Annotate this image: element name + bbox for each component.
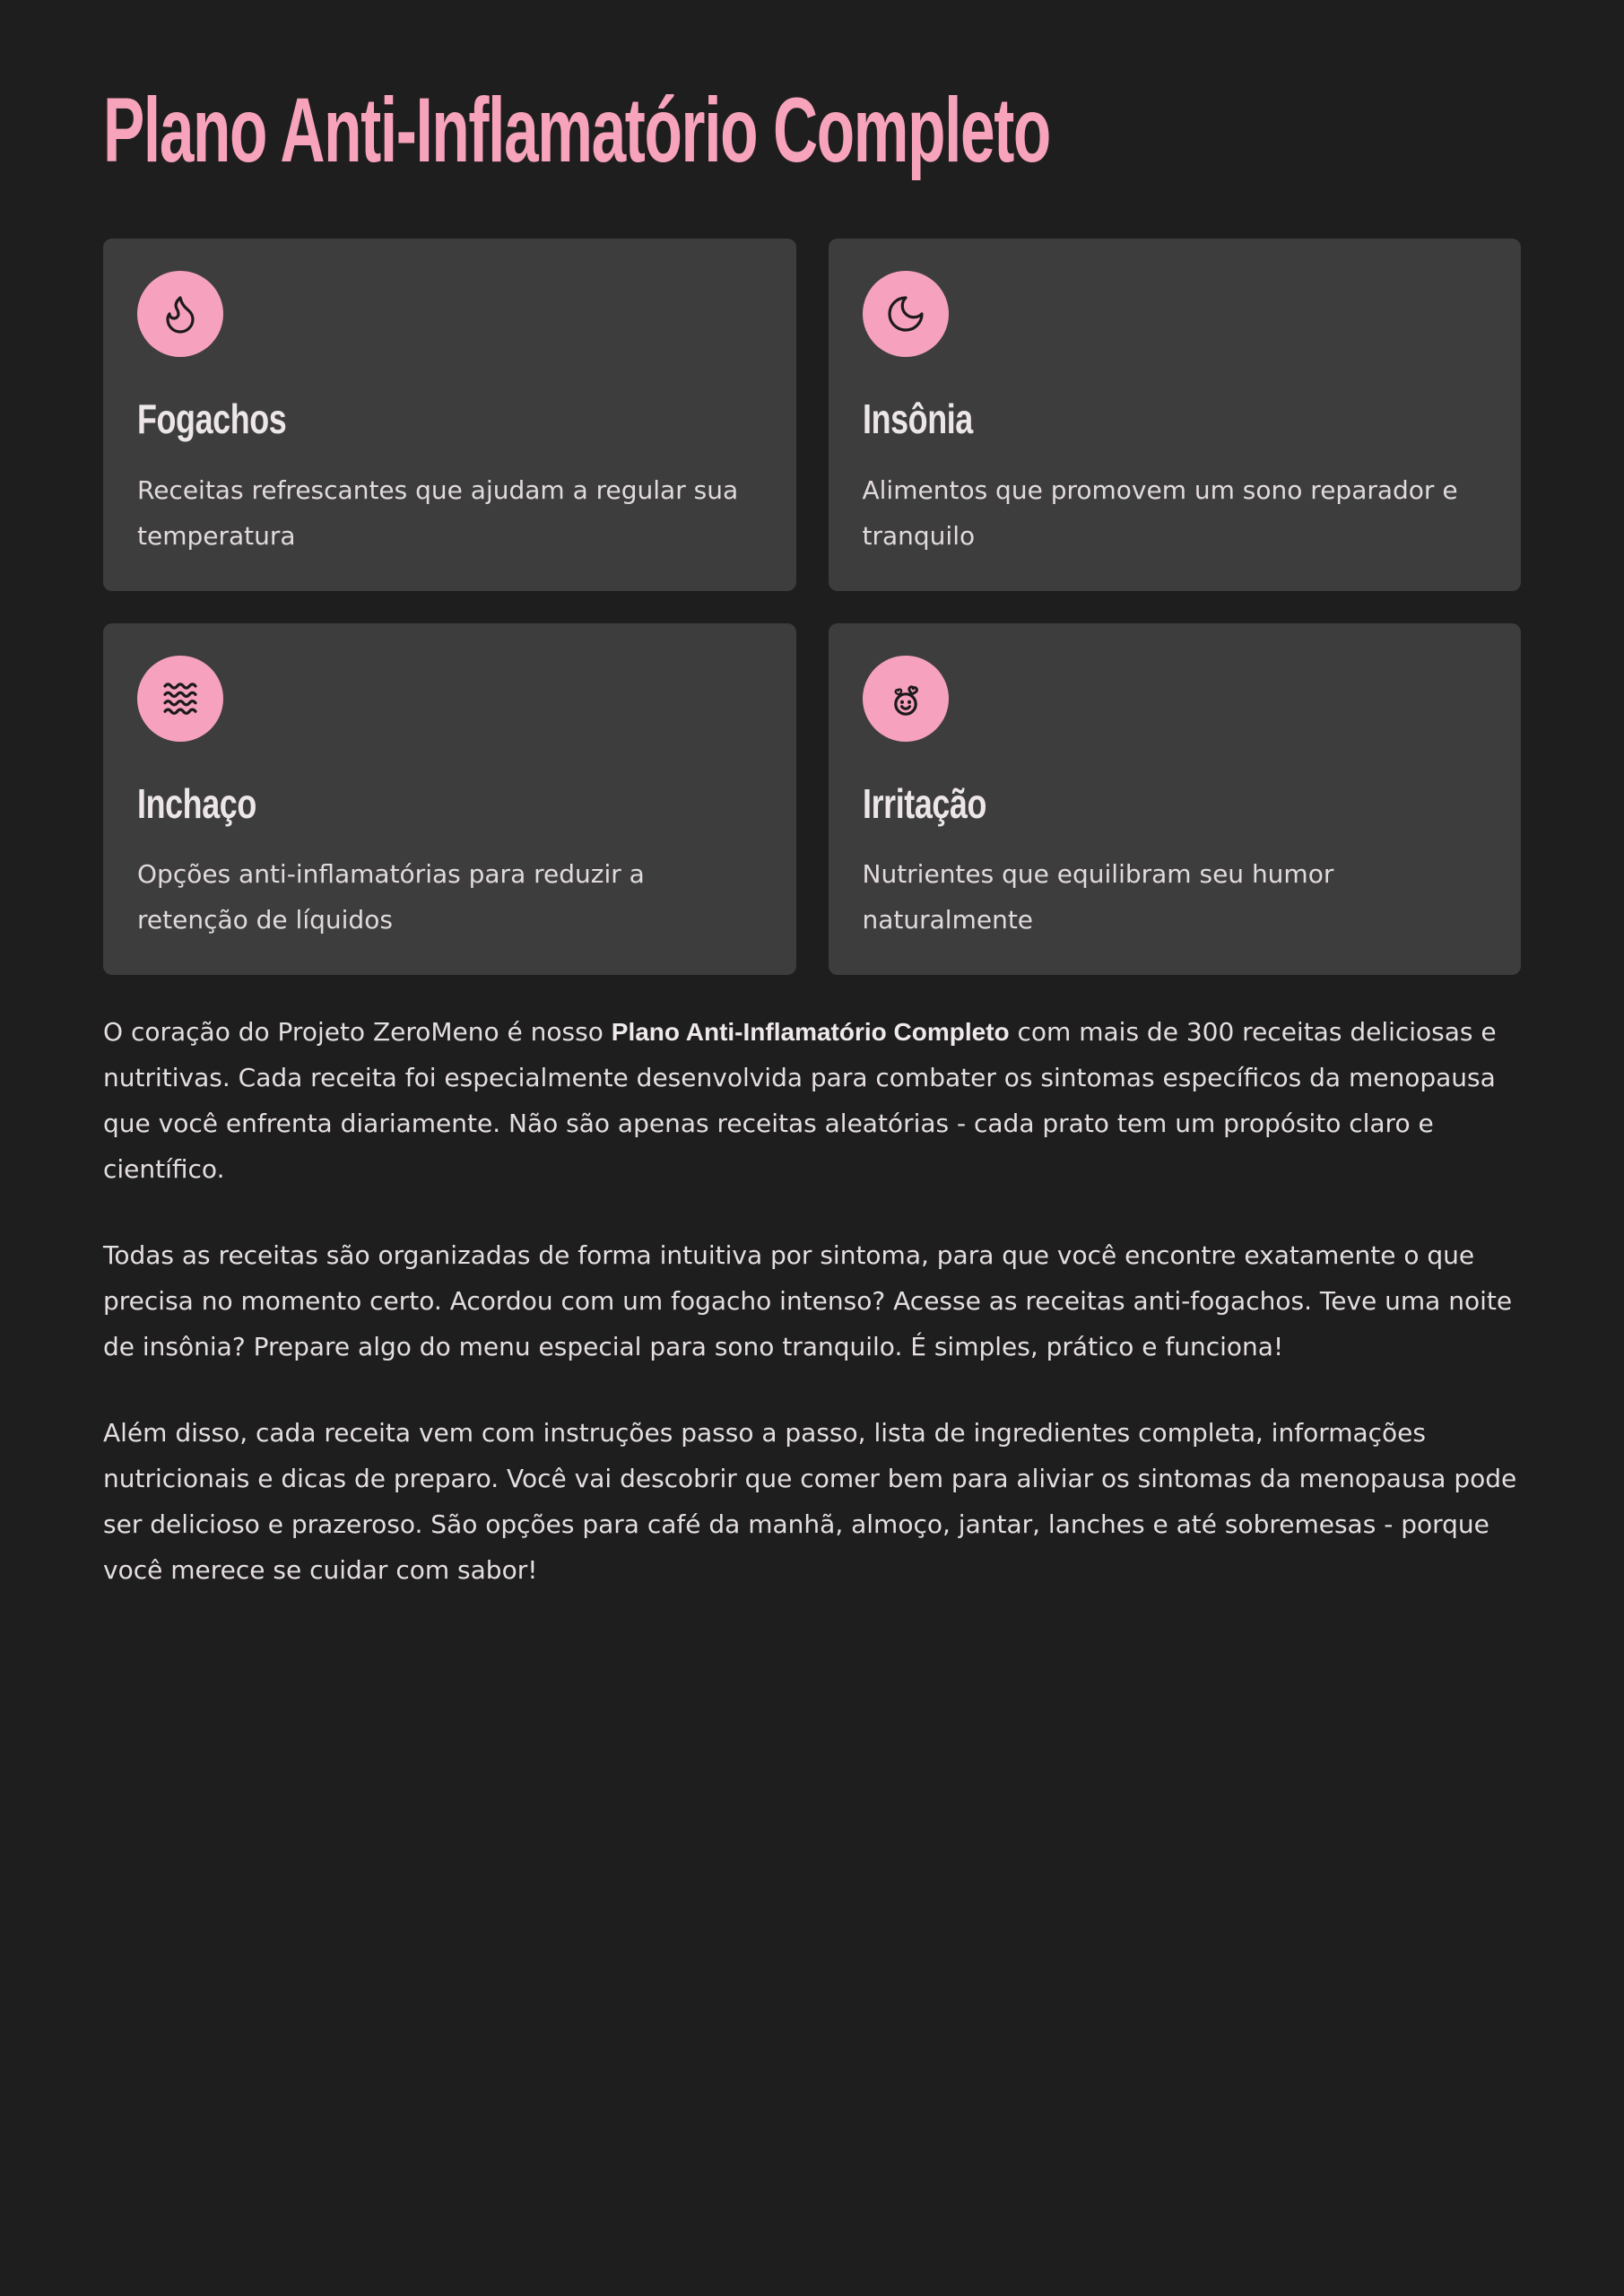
icon-circle-pink bbox=[863, 656, 949, 742]
card-description: Receitas refrescantes que ajudam a regular sua temperatura bbox=[137, 474, 739, 551]
waves-icon bbox=[159, 677, 202, 720]
card-description: Nutrientes que equilibram seu humor naturalmente bbox=[862, 859, 1334, 935]
flame-icon bbox=[159, 292, 202, 335]
card-irritacao bbox=[829, 623, 1522, 976]
page-title: Plano Anti-Inflamatório Completo bbox=[103, 79, 1050, 181]
intro-paragraph-1 bbox=[103, 1009, 1521, 1192]
icon-circle-pink bbox=[137, 271, 223, 357]
card-title: Fogachos bbox=[137, 396, 287, 442]
card-title: Insônia bbox=[862, 396, 973, 442]
moon-icon bbox=[884, 292, 927, 335]
icon-circle-pink bbox=[137, 656, 223, 742]
card-title: Inchaço bbox=[137, 779, 256, 827]
symptom-cards-grid bbox=[103, 239, 1521, 975]
card-description: Opções anti-inflamatórias para reduzir a retenção de líquidos bbox=[137, 859, 645, 935]
intro-paragraph-2: Todas as receitas são organizadas de forma intuitiva por sintoma, para que você encontre exatamente o que precisa no momento certo. Acordou com um fogacho intenso? Acesse as receitas anti-fogachos. Teve uma noite de insônia? Prepare algo do menu especial para sono tranquilo. É simples, prático e funciona! bbox=[103, 1240, 1513, 1362]
smiling-face-hearts-icon bbox=[884, 677, 927, 720]
card-description: Alimentos que promovem um sono reparador e tranquilo bbox=[862, 474, 1458, 551]
intro-p1-rest: com mais de 300 receitas deliciosas e nutritivas. Cada receita foi especialmente desenvolvida para combater os sintomas específicos da menopausa que você enfrenta diariamente. Não são apenas receitas aleatórias - cada prato tem um propósito claro e científico. bbox=[103, 1017, 1497, 1185]
intro-p1-lead: O coração do Projeto ZeroMeno é nosso bbox=[103, 1017, 612, 1048]
card-inchaco bbox=[103, 623, 796, 976]
content-container bbox=[103, 79, 1521, 1593]
intro-section bbox=[103, 1009, 1521, 1593]
card-insonia bbox=[829, 239, 1522, 591]
intro-paragraph-3: Além disso, cada receita vem com instruções passo a passo, lista de ingredientes completa, informações nutricionais e dicas de preparo. Você vai descobrir que comer bem para aliviar os sintomas da menopausa pode ser delicioso e prazeroso. São opções para café da manhã, almoço, jantar, lanches e até sobremesas - porque você merece se cuidar com sabor! bbox=[103, 1418, 1517, 1586]
intro-p1-bold-highlight: Plano Anti-Inflamatório Completo bbox=[611, 1018, 1010, 1047]
icon-circle-pink bbox=[863, 271, 949, 357]
card-fogachos bbox=[103, 239, 796, 591]
card-title: Irritação bbox=[862, 779, 986, 827]
